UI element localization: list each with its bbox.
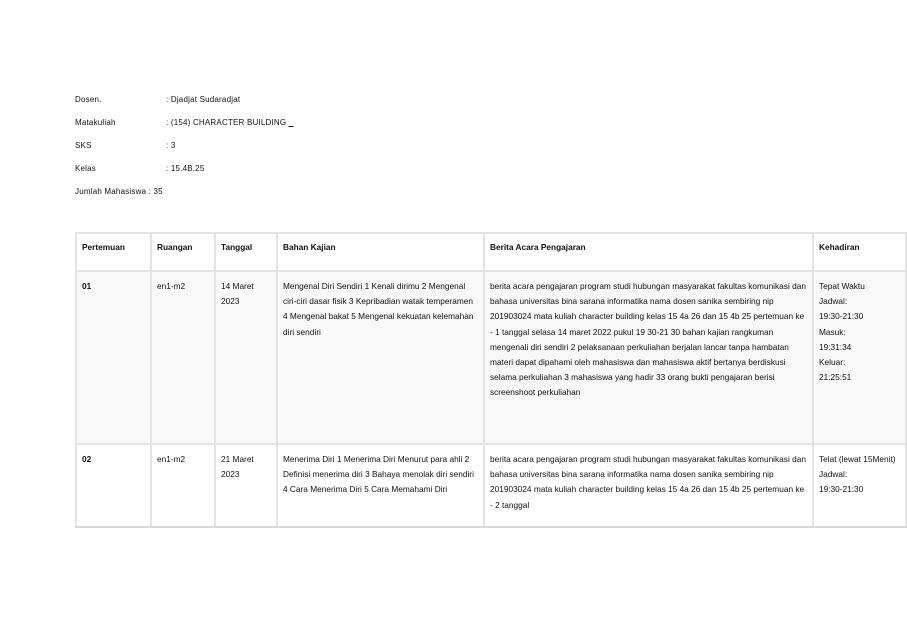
- berita-acara-cell: berita acara pengajaran program studi hubungan masyarakat fakultas komunikasi dan bahasa universitas bina sarana informatika nama dosen sanika sembiring nip 201903024 mata kuliah character building kelas 15 4a 26 dan 15 4b 25 pertemuan ke - 1 tanggal selasa 14 maret 2022 pukul 19 30-21 30 bahan kajian rangkuman mengenali diri sendiri 2 pelaksanaan perkuliahan berjalan lancar tanpa hambatan materi dapat dipahami oleh mahasiswa dan mahasiswa aktif bertanya berdiskusi selama perkuliahan 3 mahasiswa yang hadir 33 orang bukti pengajaran berisi screenshoot perkuliahan: [484, 271, 813, 444]
- kehadiran-status: Tepat Waktu: [819, 281, 865, 291]
- matakuliah-value: : (154) CHARACTER BUILDING: [166, 118, 287, 127]
- table-row: [76, 271, 906, 444]
- kehadiran-cell: [813, 271, 906, 444]
- sks-row: [75, 141, 176, 164]
- kehadiran-keluar-label: Keluar:: [819, 357, 846, 368]
- col-kehadiran: Kehadiran: [813, 233, 906, 271]
- table-row: [76, 444, 906, 527]
- berita-acara-cell: berita acara pengajaran program studi hubungan masyarakat fakultas komunikasi dan bahasa universitas bina sarana informatika nama dosen sanika sembiring nip 201903024 mata kuliah character building kelas 15 4a 26 dan 15 4b 25 pertemuan ke - 2 tanggal: [484, 444, 813, 527]
- matakuliah-row: [75, 118, 294, 141]
- jumlah-row: [75, 187, 163, 210]
- sks-value: : 3: [166, 141, 176, 150]
- kehadiran-masuk-label: Masuk:: [819, 326, 846, 337]
- col-ruangan: Ruangan: [151, 233, 215, 271]
- matakuliah-label: Matakuliah: [75, 118, 116, 127]
- col-pertemuan: Pertemuan: [76, 233, 151, 271]
- table-header-row: [76, 233, 906, 271]
- kehadiran-jadwal-label: Jadwal:: [819, 469, 848, 480]
- attendance-table: [75, 232, 907, 528]
- bahan-kajian-cell: Mengenal Diri Sendiri 1 Kenali dirimu 2 Mengenal ciri-ciri dasar fisik 3 Kepribadian watak temperamen 4 Mengenal bakat 5 Mengenal kekuatan kelemahan diri sendiri: [277, 271, 484, 444]
- tanggal-cell: 14 Maret 2023: [215, 271, 277, 444]
- kelas-label: Kelas: [75, 164, 97, 173]
- col-berita-acara: Berita Acara Pengajaran: [484, 233, 813, 271]
- col-tanggal: Tanggal: [215, 233, 277, 271]
- kehadiran-cell: [813, 444, 906, 527]
- kehadiran-jadwal: 19:30-21:30: [819, 484, 864, 495]
- kehadiran-keluar: 21:25:51: [819, 372, 852, 383]
- course-info: [75, 95, 294, 210]
- ruangan-cell: en1-m2: [151, 271, 215, 444]
- pertemuan-cell: 02: [76, 444, 151, 527]
- matakuliah-suffix: _: [288, 118, 294, 127]
- matakuliah-value-wrap: [166, 118, 293, 127]
- kehadiran-jadwal: 19:30-21:30: [819, 311, 864, 322]
- jumlah-value: : 35: [148, 187, 163, 196]
- bahan-kajian-cell: Menerima Diri 1 Menerima Diri Menurut para ahli 2 Definisi menerima diri 3 Bahaya menolak diri sendiri 4 Cara Menerima Diri 5 Cara Memahami Diri: [277, 444, 484, 527]
- pertemuan-cell: 01: [76, 271, 151, 444]
- kehadiran-status: Telat (lewat 15Menit): [819, 454, 896, 464]
- dosen-value: : Djadjat Sudaradjat: [166, 95, 241, 104]
- kelas-row: [75, 164, 205, 187]
- kelas-value: : 15.4B.25: [166, 164, 205, 173]
- kehadiran-jadwal-label: Jadwal:: [819, 296, 848, 307]
- ruangan-cell: en1-m2: [151, 444, 215, 527]
- kehadiran-masuk: 19:31:34: [819, 341, 852, 352]
- col-bahan-kajian: Bahan Kajian: [277, 233, 484, 271]
- dosen-row: [75, 95, 241, 118]
- jumlah-label: Jumlah Mahasiswa: [75, 187, 147, 196]
- sks-label: SKS: [75, 141, 92, 150]
- tanggal-cell: 21 Maret 2023: [215, 444, 277, 527]
- dosen-label: Dosen.: [75, 95, 102, 104]
